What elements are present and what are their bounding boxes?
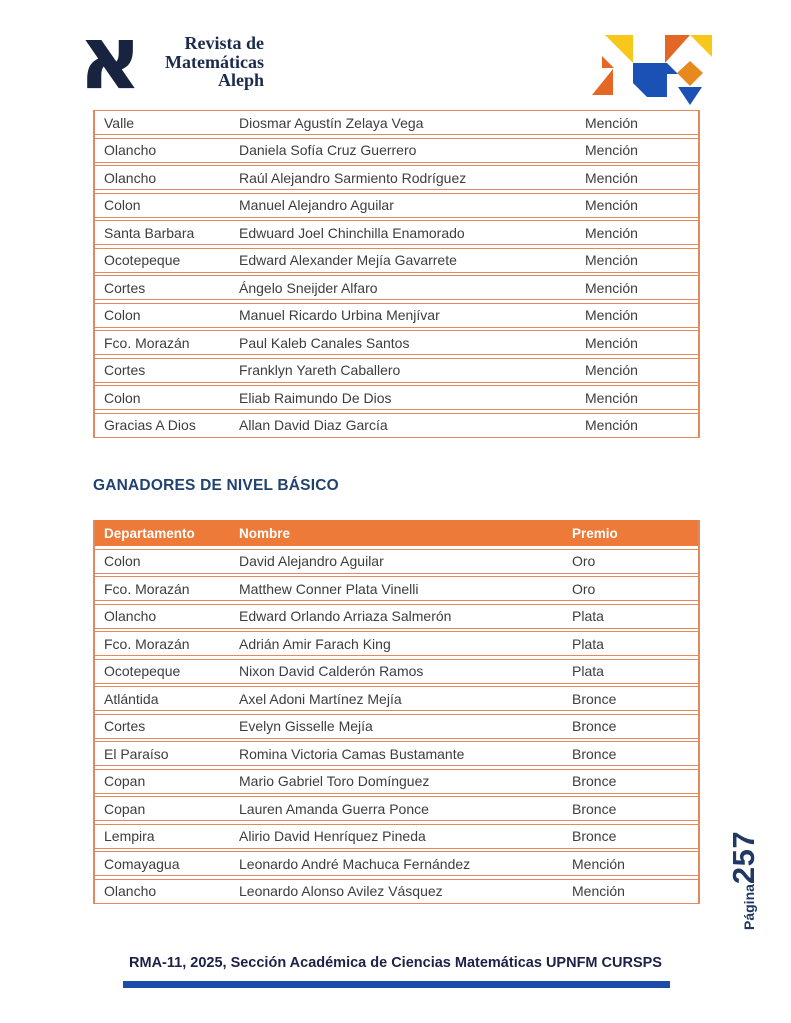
cell-nombre: Raúl Alejandro Sarmiento Rodríguez	[239, 169, 467, 186]
cell-nombre: Allan David Diaz García	[239, 417, 388, 433]
table-row	[95, 549, 698, 574]
cell-premio: Bronce	[572, 745, 617, 762]
logo-pentagon-blue-center	[633, 63, 667, 97]
table-row	[95, 303, 698, 328]
table-row	[95, 714, 698, 739]
cell-departamento: Colon	[104, 307, 141, 323]
basico-table-header	[95, 520, 698, 546]
cell-premio: Bronce	[572, 800, 617, 817]
cell-departamento: Gracias A Dios	[104, 417, 196, 433]
table-row	[95, 110, 698, 135]
cell-premio: Plata	[572, 663, 604, 679]
table-row	[95, 631, 698, 656]
logo-triangle-blue-small	[667, 63, 678, 74]
cell-premio: Mención	[585, 307, 638, 323]
cell-premio: Mención	[585, 114, 638, 131]
cell-nombre: Mario Gabriel Toro Domínguez	[239, 773, 430, 789]
table-row	[95, 275, 698, 300]
cell-premio: Mención	[585, 142, 638, 158]
cell-nombre: Daniela Sofía Cruz Guerrero	[239, 142, 417, 158]
cell-nombre: Manuel Alejandro Aguilar	[239, 197, 394, 213]
cell-departamento: Cortes	[104, 279, 146, 296]
journal-name-line-1: Revista de	[184, 33, 264, 53]
table-row	[95, 879, 698, 904]
logo-triangle-orange-small	[602, 56, 614, 68]
cell-premio: Plata	[572, 608, 604, 624]
page-number-label: Página	[741, 884, 757, 930]
cell-premio: Oro	[572, 553, 596, 569]
journal-name-line-3: Aleph	[217, 70, 264, 90]
cell-departamento: Ocotepeque	[104, 663, 181, 679]
cell-premio: Mención	[585, 197, 638, 213]
column-header-premio: Premio	[572, 525, 618, 541]
cell-departamento: Copan	[104, 773, 146, 789]
table-row	[95, 220, 698, 245]
cell-departamento: Olancho	[104, 883, 157, 899]
cell-nombre: Alirio David Henríquez Pineda	[239, 828, 426, 844]
table-row	[95, 193, 698, 218]
cell-departamento: Colon	[104, 389, 141, 406]
cell-departamento: El Paraíso	[104, 745, 169, 762]
cell-departamento: Santa Barbara	[104, 224, 195, 241]
cell-premio: Bronce	[572, 828, 617, 844]
cell-premio: Bronce	[572, 773, 617, 789]
cell-premio: Mención	[585, 334, 638, 351]
cell-nombre: Franklyn Yareth Caballero	[239, 362, 401, 378]
cell-departamento: Olancho	[104, 169, 157, 186]
cell-departamento: Fco. Morazán	[104, 635, 190, 652]
cell-nombre: Axel Adoni Martínez Mejía	[239, 690, 402, 707]
cell-premio: Bronce	[572, 718, 617, 734]
table-row	[95, 659, 698, 684]
table-row	[95, 686, 698, 711]
logo-diamond-orange	[677, 61, 703, 86]
table-row	[95, 796, 698, 821]
column-header-departamento: Departamento	[104, 525, 195, 541]
cell-nombre: Leonardo André Machuca Fernández	[239, 855, 471, 872]
cell-departamento: Valle	[104, 114, 135, 131]
table-row	[95, 385, 698, 410]
cell-departamento: Ocotepeque	[104, 252, 181, 268]
table-row	[95, 138, 698, 163]
footer-divider-bar	[123, 981, 670, 988]
cell-premio: Mención	[585, 417, 638, 433]
cell-nombre: Edward Alexander Mejía Gavarrete	[239, 252, 457, 268]
cell-nombre: David Alejandro Aguilar	[239, 553, 384, 569]
cell-nombre: Manuel Ricardo Urbina Menjívar	[239, 307, 440, 323]
table-row	[95, 604, 698, 629]
basico-table-rows	[95, 549, 698, 904]
cell-premio: Mención	[585, 362, 638, 378]
cell-premio: Mención	[585, 252, 638, 268]
logo-triangle-blue-bottom	[678, 87, 702, 105]
cell-nombre: Diosmar Agustín Zelaya Vega	[239, 114, 424, 131]
cell-premio: Plata	[572, 635, 604, 652]
cell-nombre: Evelyn Gisselle Mejía	[239, 718, 373, 734]
cell-nombre: Lauren Amanda Guerra Ponce	[239, 800, 429, 817]
cell-departamento: Fco. Morazán	[104, 580, 190, 597]
cell-premio: Mención	[585, 279, 638, 296]
journal-name	[140, 34, 264, 90]
cell-nombre: Adrián Amir Farach King	[239, 635, 391, 652]
table-row	[95, 165, 698, 190]
cell-departamento: Colon	[104, 553, 141, 569]
cell-premio: Mención	[585, 169, 638, 186]
cell-premio: Mención	[585, 389, 638, 406]
cell-nombre: Edward Orlando Arriaza Salmerón	[239, 608, 452, 624]
cell-departamento: Lempira	[104, 828, 155, 844]
page-number	[726, 831, 762, 930]
table-row	[95, 769, 698, 794]
logo-triangle-yellow-right	[690, 35, 712, 57]
cell-premio: Oro	[572, 580, 596, 597]
table-row	[95, 851, 698, 876]
journal-name-line-2: Matemáticas	[165, 51, 264, 72]
table-row	[95, 358, 698, 383]
basico-table	[93, 520, 700, 904]
cell-departamento: Colon	[104, 197, 141, 213]
section-heading: GANADORES DE NIVEL BÁSICO	[93, 477, 339, 494]
cell-nombre: Eliab Raimundo De Dios	[239, 389, 392, 406]
cell-nombre: Nixon David Calderón Ramos	[239, 663, 424, 679]
mencion-table	[93, 110, 700, 438]
cell-departamento: Olancho	[104, 608, 157, 624]
logo-triangle-yellow-left	[605, 35, 633, 63]
cell-nombre: Leonardo Alonso Avilez Vásquez	[239, 883, 443, 899]
cell-premio: Mención	[572, 855, 625, 872]
geometric-triangles-logo-icon	[585, 25, 712, 105]
cell-departamento: Cortes	[104, 362, 146, 378]
table-row	[95, 824, 698, 849]
cell-nombre: Romina Victoria Camas Bustamante	[239, 745, 465, 762]
page-number-value: 257	[726, 830, 761, 885]
aleph-logo-icon: א	[78, 6, 143, 109]
cell-departamento: Comayagua	[104, 855, 180, 872]
logo-triangle-orange-right	[665, 35, 690, 63]
cell-nombre: Edwuard Joel Chinchilla Enamorado	[239, 224, 465, 241]
table-row	[95, 330, 698, 355]
column-header-nombre: Nombre	[239, 525, 291, 541]
table-row	[95, 413, 698, 438]
footer-text: RMA-11, 2025, Sección Académica de Ciencias Matemáticas UPNFM CURSPS	[129, 955, 662, 971]
table-row	[95, 741, 698, 766]
table-row	[95, 248, 698, 273]
logo-triangle-orange-bottom-left	[592, 69, 613, 95]
cell-premio: Mención	[572, 883, 625, 899]
table-row	[95, 576, 698, 601]
cell-departamento: Atlántida	[104, 690, 159, 707]
cell-premio: Bronce	[572, 690, 617, 707]
cell-nombre: Ángelo Sneijder Alfaro	[239, 279, 378, 296]
cell-departamento: Olancho	[104, 142, 157, 158]
cell-premio: Mención	[585, 224, 638, 241]
cell-nombre: Matthew Conner Plata Vinelli	[239, 580, 419, 597]
cell-departamento: Fco. Morazán	[104, 334, 190, 351]
mencion-table-rows	[95, 110, 698, 438]
cell-departamento: Cortes	[104, 718, 146, 734]
cell-departamento: Copan	[104, 800, 146, 817]
cell-nombre: Paul Kaleb Canales Santos	[239, 334, 410, 351]
